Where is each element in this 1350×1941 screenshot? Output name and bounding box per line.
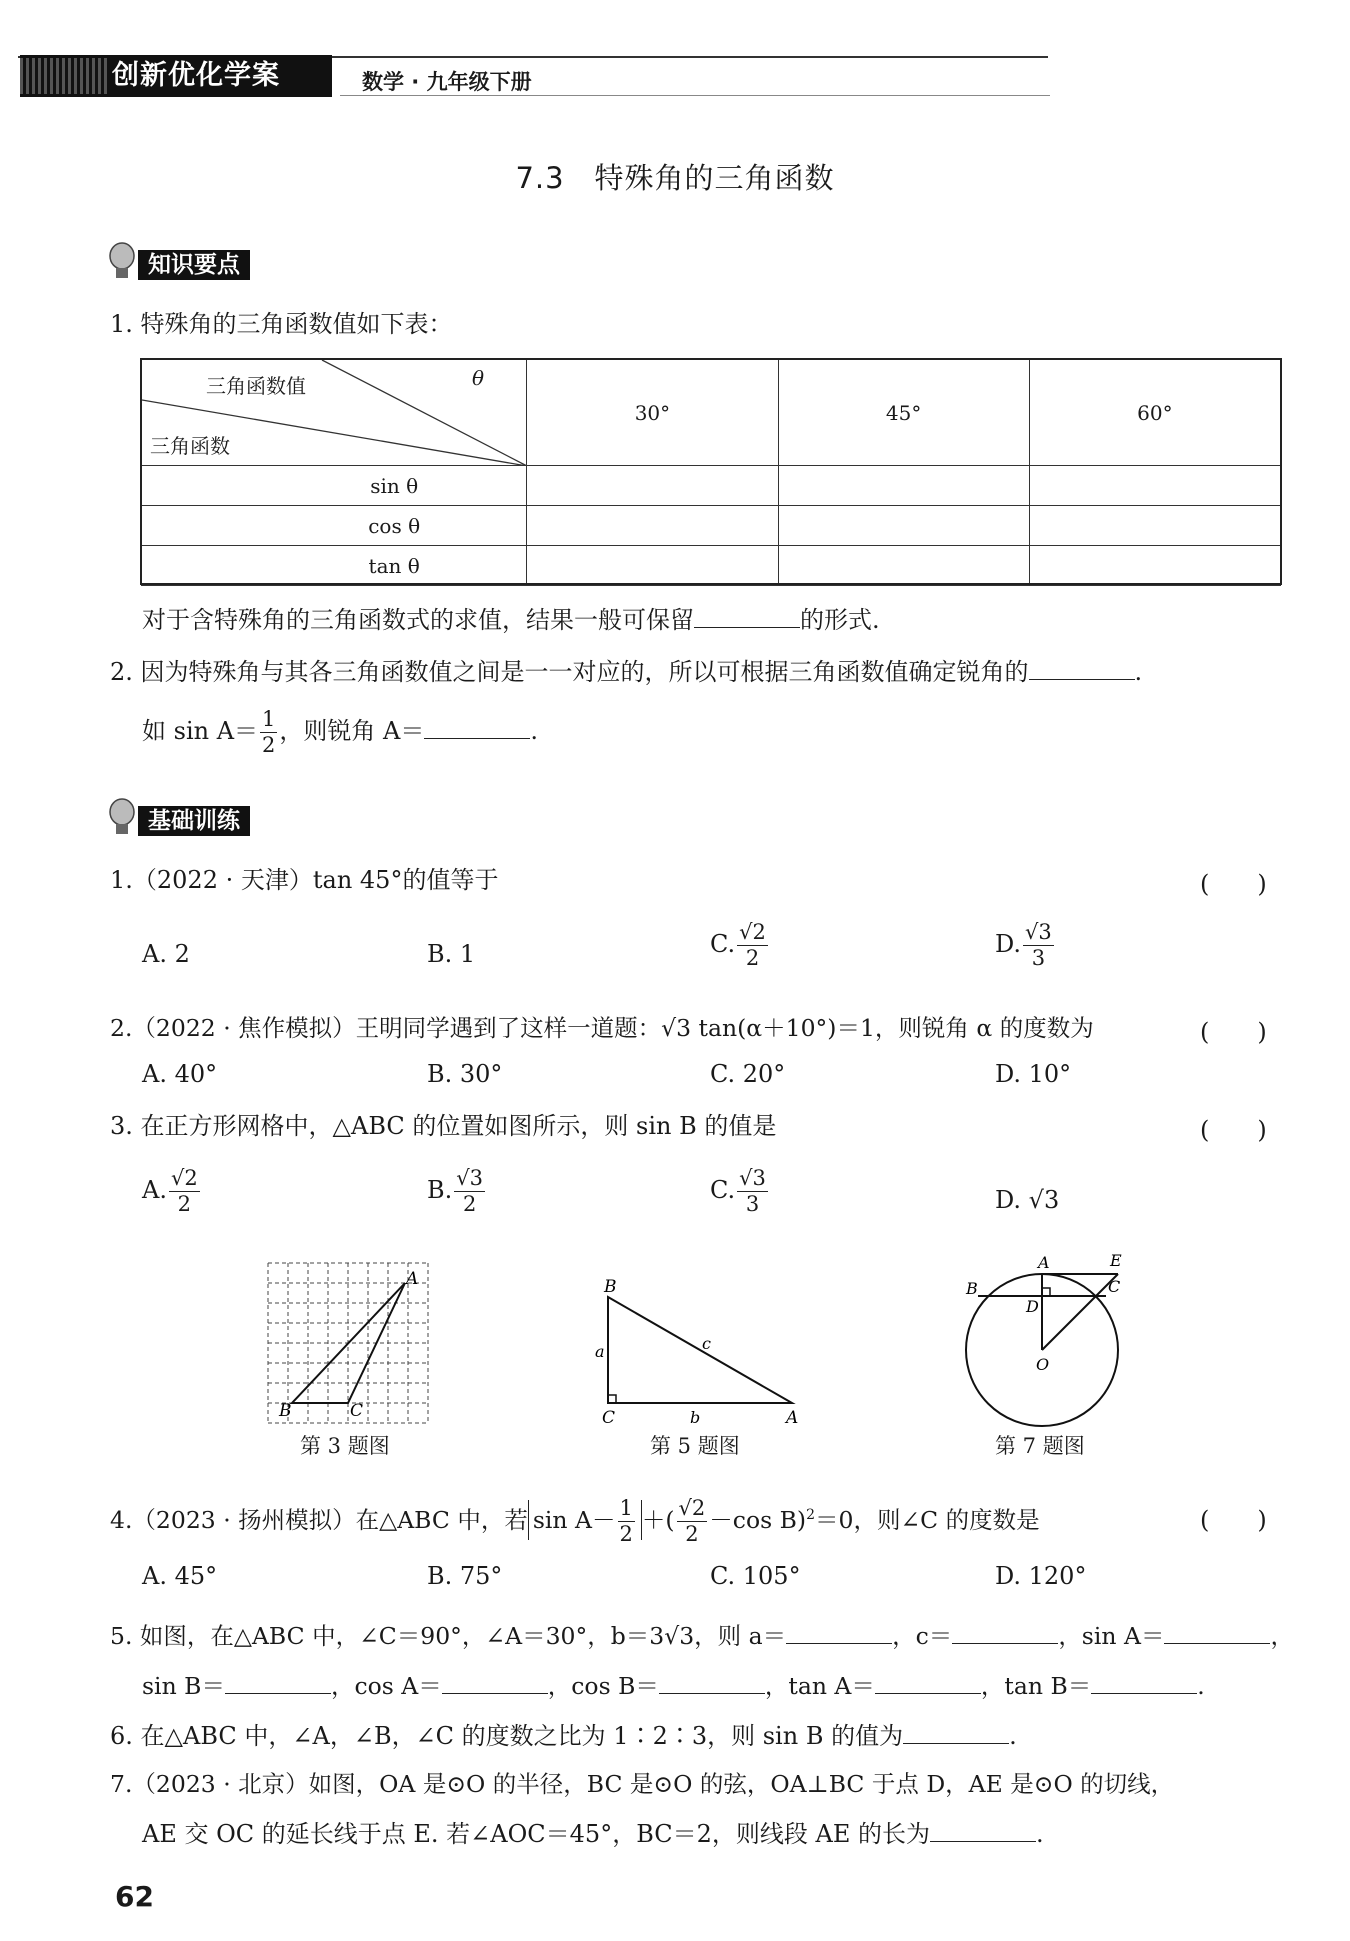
item2-text: 2. 因为特殊角与其各三角函数值之间是一一对应的，所以可根据三角函数值确定锐角的: [110, 658, 1029, 686]
knowledge-item-1: 1. 特殊角的三角函数值如下表：: [110, 310, 453, 338]
question-1-stem: 1.（2022 · 天津）tan 45°的值等于: [110, 866, 499, 894]
fig5-label-b-vertex: B: [604, 1277, 617, 1297]
figure-7-caption: 第 7 题图: [995, 1434, 1085, 1458]
example-text: 如 sin A＝: [142, 717, 259, 745]
question-7-line-1: 7.（2023 · 北京）如图，OA 是⊙O 的半径，BC 是⊙O 的弦，OA⊥BC 于点 D，AE 是⊙O 的切线，: [110, 1770, 1175, 1798]
figure-5-caption: 第 5 题图: [650, 1434, 740, 1458]
table-cell: [778, 506, 1029, 546]
item2-end: .: [1134, 658, 1143, 686]
q1-option-c[interactable]: C. $\frac{√2}{2}$: [710, 920, 766, 970]
note-text-end: 的形式.: [800, 606, 880, 634]
knowledge-item-2-example: [142, 708, 538, 756]
fig7-label-c: C: [1108, 1277, 1121, 1296]
brand-stripe: [20, 58, 108, 94]
table-cell: [778, 466, 1029, 506]
page-number: 62: [115, 1880, 154, 1913]
answer-paren[interactable]: ( ): [1200, 1506, 1267, 1534]
row-label: sin θ: [142, 466, 527, 506]
fig5-label-a-vertex: A: [786, 1408, 799, 1428]
answer-paren[interactable]: ( ): [1200, 1116, 1267, 1144]
answer-blank[interactable]: [875, 1673, 981, 1694]
fraction: $\frac{1}{2}$: [262, 707, 276, 757]
subject-label: 数学 · 九年级下册: [362, 70, 532, 94]
answer-paren[interactable]: ( ): [1200, 870, 1267, 898]
fig3-label-c: C: [350, 1401, 364, 1421]
question-5-line-1: 5. 如图，在△ABC 中，∠C＝90°，∠A＝30°，b＝3√3，则 a＝ ，c＝ ，sin A＝ ，: [110, 1622, 1294, 1650]
question-7-line-2: AE 交 OC 的延长线于点 E. 若∠AOC＝45°，BC＝2，则线段 AE 的长为 .: [142, 1820, 1044, 1848]
q2-option-a[interactable]: A. 40°: [142, 1060, 218, 1088]
answer-blank[interactable]: [1029, 659, 1135, 680]
q1-option-a[interactable]: A. 2: [142, 940, 190, 968]
table-cell: [527, 546, 778, 586]
note-text: 对于含特殊角的三角函数式的求值，结果一般可保留: [142, 606, 694, 634]
question-5-line-2: sin B＝ ，cos A＝ ，cos B＝ ，tan A＝ ，tan B＝ .: [142, 1672, 1205, 1700]
section-heading-knowledge: 知识要点: [138, 250, 250, 280]
table-cell: [527, 506, 778, 546]
example-text-2: ，则锐角 A＝: [279, 717, 425, 745]
corner-label-functions: 三角函数: [150, 434, 230, 458]
q3-option-b[interactable]: B. $\frac{√3}{2}$: [427, 1166, 484, 1216]
fig7-label-d: D: [1026, 1297, 1039, 1316]
fraction: $\frac{1}{2}$: [619, 1495, 633, 1546]
lightbulb-icon: [108, 242, 136, 282]
answer-blank[interactable]: [903, 1723, 1009, 1744]
fig7-label-e: E: [1110, 1251, 1122, 1270]
fraction: $\frac{√3}{3}$: [739, 1166, 766, 1216]
page-title: 7.3 特殊角的三角函数: [515, 161, 835, 195]
figure-3-grid-triangle: [265, 1260, 435, 1430]
angle-header: 45°: [778, 360, 1029, 466]
fig5-side-a: a: [595, 1342, 605, 1361]
fig5-side-c: c: [702, 1334, 711, 1353]
corner-label-theta: θ: [472, 366, 485, 390]
answer-blank[interactable]: [659, 1673, 765, 1694]
fig7-label-b: B: [966, 1279, 978, 1298]
answer-blank[interactable]: [930, 1821, 1036, 1842]
q3-option-d[interactable]: D. √3: [995, 1186, 1060, 1214]
figure-3-caption: 第 3 题图: [300, 1434, 390, 1458]
table-cell: [1029, 506, 1280, 546]
fig5-side-b: b: [690, 1408, 701, 1427]
figure-7-circle: [960, 1248, 1140, 1428]
row-label: tan θ: [142, 546, 527, 586]
answer-blank[interactable]: [1164, 1623, 1270, 1644]
angle-header: 30°: [527, 360, 778, 466]
q2-option-c[interactable]: C. 20°: [710, 1060, 786, 1088]
fig3-label-a: A: [406, 1269, 419, 1289]
table-cell: [1029, 546, 1280, 586]
answer-blank[interactable]: [442, 1673, 548, 1694]
lightbulb-icon: [108, 798, 136, 838]
question-2-stem: 2.（2022 · 焦作模拟）王明同学遇到了这样一道题：√3 tan(α＋10°)＝1，则锐角 α 的度数为: [110, 1014, 1094, 1042]
q4-option-b[interactable]: B. 75°: [427, 1562, 503, 1590]
fraction: $\frac{√2}{2}$: [739, 920, 766, 970]
fraction: $\frac{√2}{2}$: [170, 1166, 198, 1216]
fig5-label-c-vertex: C: [602, 1408, 616, 1428]
q2-option-b[interactable]: B. 30°: [427, 1060, 503, 1088]
absolute-value: sin A－ $\frac{1}{2}$: [528, 1500, 642, 1540]
section-heading-practice: 基础训练: [138, 806, 250, 836]
q4-option-a[interactable]: A. 45°: [142, 1562, 218, 1590]
table-cell: [527, 466, 778, 506]
q3-option-c[interactable]: C. $\frac{√3}{3}$: [710, 1166, 766, 1216]
fraction: $\frac{√2}{2}$: [678, 1495, 706, 1546]
table-corner-cell: [142, 360, 527, 466]
answer-blank[interactable]: [225, 1673, 331, 1694]
trig-value-table: [141, 359, 1281, 586]
fig7-label-a: A: [1038, 1253, 1050, 1272]
table-cell: [778, 546, 1029, 586]
q1-option-d[interactable]: D. $\frac{√3}{3}$: [995, 920, 1052, 970]
q2-option-d[interactable]: D. 10°: [995, 1060, 1072, 1088]
q1-option-b[interactable]: B. 1: [427, 940, 476, 968]
q3-option-a[interactable]: A. $\frac{√2}{2}$: [142, 1166, 198, 1216]
fig3-label-b: B: [279, 1401, 292, 1421]
brand-label: 创新优化学案: [20, 55, 332, 97]
fig7-label-o: O: [1036, 1355, 1050, 1374]
answer-blank[interactable]: [952, 1623, 1058, 1644]
corner-label-values: 三角函数值: [206, 374, 306, 398]
fraction: $\frac{√3}{3}$: [1025, 920, 1052, 970]
table-cell: [1029, 466, 1280, 506]
question-3-stem: 3. 在正方形网格中，△ABC 的位置如图所示，则 sin B 的值是: [110, 1112, 777, 1140]
row-label: cos θ: [142, 506, 527, 546]
answer-blank[interactable]: [786, 1623, 892, 1644]
answer-blank[interactable]: [1091, 1673, 1197, 1694]
answer-blank[interactable]: [694, 607, 800, 628]
q4-option-d[interactable]: D. 120°: [995, 1562, 1087, 1590]
example-end: .: [530, 717, 539, 745]
answer-paren[interactable]: ( ): [1200, 1018, 1267, 1046]
question-6: 6. 在△ABC 中，∠A，∠B，∠C 的度数之比为 1∶2∶3，则 sin B 的值为 .: [110, 1722, 1017, 1750]
header-underline: [340, 95, 1050, 96]
q4-option-c[interactable]: C. 105°: [710, 1562, 801, 1590]
angle-header: 60°: [1029, 360, 1280, 466]
answer-blank[interactable]: [424, 718, 530, 739]
question-4-stem: 4.（2023 · 扬州模拟）在△ABC 中，若 sin A－ $\frac{1}{2}$ ＋( $\frac{√2}{2}$ －cos B)$^2$＝0，则∠C 的度数是: [110, 1495, 1040, 1546]
knowledge-item-2: [110, 656, 1142, 688]
knowledge-note: [142, 604, 880, 636]
fraction: $\frac{√3}{2}$: [456, 1166, 484, 1216]
figure-5-right-triangle: [590, 1275, 810, 1430]
